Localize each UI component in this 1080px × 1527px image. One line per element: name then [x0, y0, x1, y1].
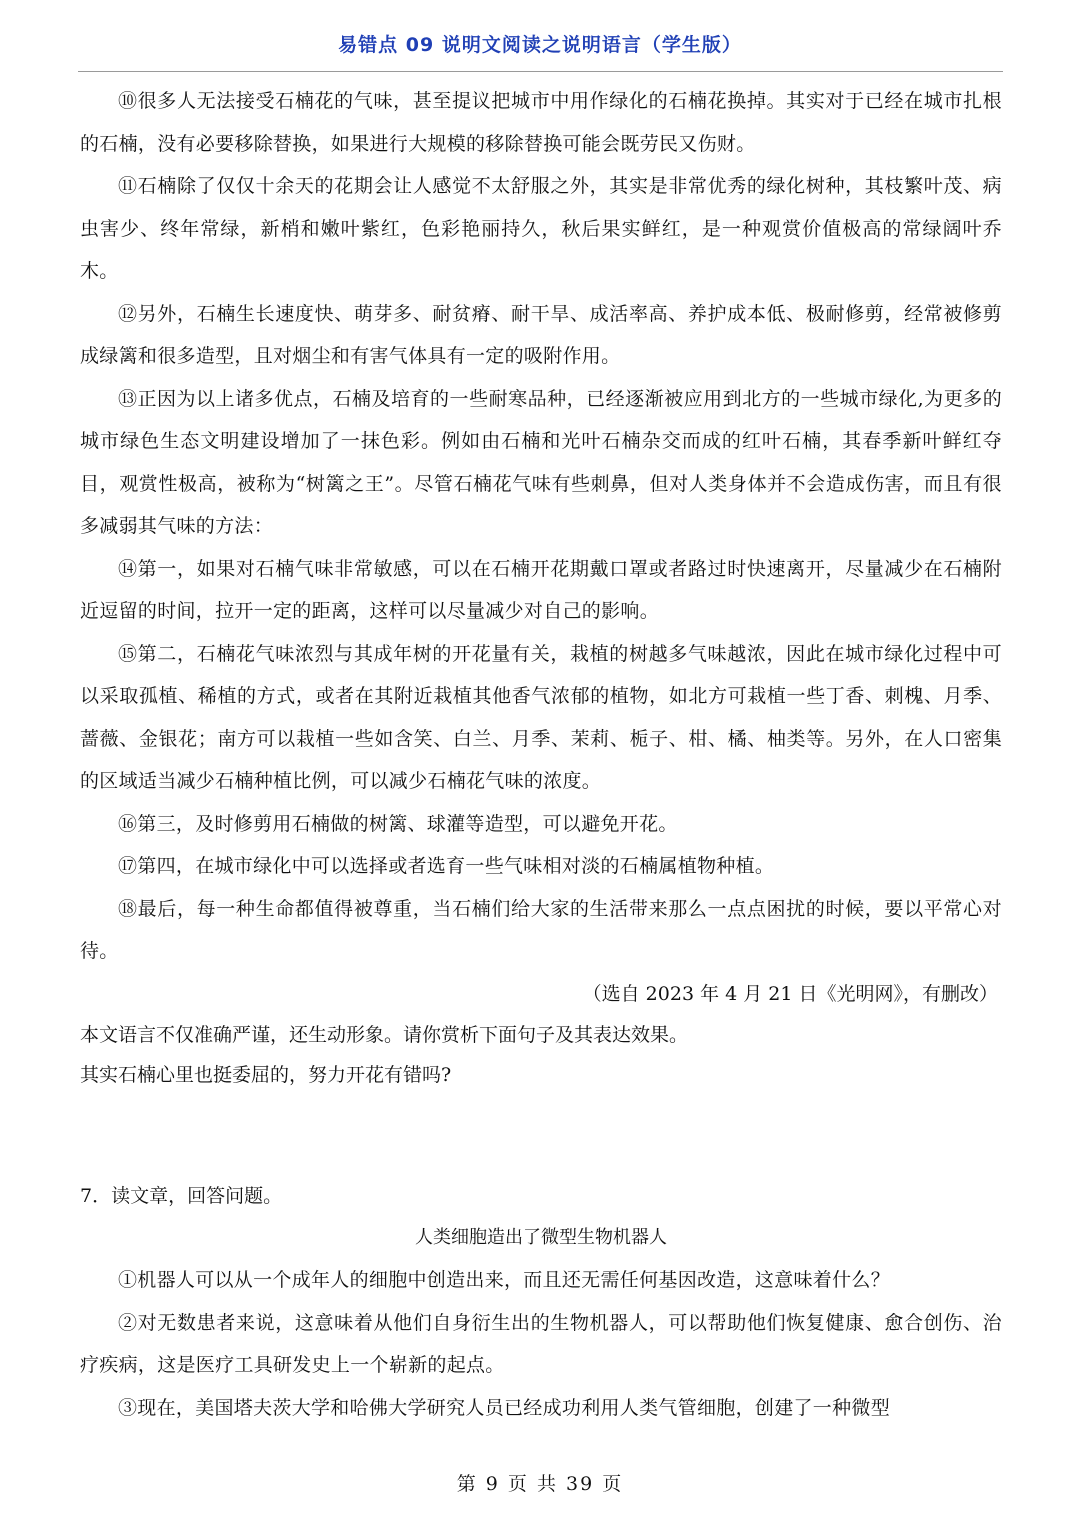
answer-space [80, 1095, 1002, 1175]
q7-paragraph-1: ①机器人可以从一个成年人的细胞中创造出来，而且还无需任何基因改造，这意味着什么？ [118, 1269, 891, 1291]
paragraph-18: ⑱最后，每一种生命都值得被尊重，当石楠们给大家的生活带来那么一点点困扰的时候，要以平常心对待。 [80, 897, 1002, 962]
question-sentence: 其实石楠心里也挺委屈的，努力开花有错吗? [80, 1064, 452, 1086]
header-divider [78, 71, 1003, 72]
article-title: 人类细胞造出了微型生物机器人 [415, 1227, 667, 1248]
paragraph-10: ⑩很多人无法接受石楠花的气味，甚至提议把城市中用作绿化的石楠花换掉。其实对于已经在城市扎根的石楠，没有必要移除替换，如果进行大规模的移除替换可能会既劳民又伤财。 [80, 90, 1002, 155]
document-body [80, 80, 1002, 1429]
paragraph-13: ⑬正因为以上诸多优点，石楠及培育的一些耐寒品种，已经逐渐被应用到北方的一些城市绿化,为更多的城市绿色生态文明建设增加了一抹色彩。例如由石楠和光叶石楠杂交而成的红叶石楠，其春季新叶鲜红夺目，观赏性极高，被称为“树篱之王”。尽管石楠花气味有些刺鼻，但对人类身体并不会造成伤害，而且有很多减弱其气味的方法： [80, 387, 1002, 537]
page-number: 第 9 页 共 39 页 [456, 1473, 624, 1495]
article-source: （选自 2023 年 4 月 21 日《光明网》，有删改） [582, 982, 998, 1005]
paragraph-11: ⑪石楠除了仅仅十余天的花期会让人感觉不太舒服之外，其实是非常优秀的绿化树种，其枝繁叶茂、病虫害少、终年常绿，新梢和嫩叶紫红，色彩艳丽持久，秋后果实鲜红，是一种观赏价值极高的常绿阔叶乔木。 [80, 175, 1002, 282]
page-header-title: 易错点 09 说明文阅读之说明语言（学生版） [338, 34, 742, 56]
paragraph-14: ⑭第一，如果对石楠气味非常敏感，可以在石楠开花期戴口罩或者路过时快速离开，尽量减少在石楠附近逗留的时间，拉开一定的距离，这样可以尽量减少对自己的影响。 [80, 557, 1002, 622]
paragraph-15: ⑮第二，石楠花气味浓烈与其成年树的开花量有关，栽植的树越多气味越浓，因此在城市绿化过程中可以采取孤植、稀植的方式，或者在其附近栽植其他香气浓郁的植物，如北方可栽植一些丁香、刺槐、月季、蔷薇、金银花；南方可以栽植一些如含笑、白兰、月季、茉莉、栀子、柑、橘、柚类等。另外，在人口密集的区域适当减少石楠种植比例，可以减少石楠花气味的浓度。 [80, 642, 1002, 792]
q7-paragraph-3: ③现在，美国塔夫茨大学和哈佛大学研究人员已经成功利用人类气管细胞，创建了一种微型 [118, 1396, 891, 1419]
paragraph-12: ⑫另外，石楠生长速度快、萌芽多、耐贫瘠、耐干旱、成活率高、养护成本低、极耐修剪，经常被修剪成绿篱和很多造型，且对烟尘和有害气体具有一定的吸附作用。 [80, 302, 1002, 367]
question-7-prompt: 7．读文章，回答问题。 [80, 1185, 283, 1207]
q7-paragraph-2: ②对无数患者来说，这意味着从他们自身衍生出的生物机器人，可以帮助他们恢复健康、愈合创伤、治疗疾病，这是医疗工具研发史上一个崭新的起点。 [80, 1311, 1002, 1376]
paragraph-16: ⑯第三，及时修剪用石楠做的树篱、球灌等造型，可以避免开花。 [118, 812, 678, 835]
question-instruction: 本文语言不仅准确严谨，还生动形象。请你赏析下面句子及其表达效果。 [80, 1024, 689, 1046]
paragraph-17: ⑰第四，在城市绿化中可以选择或者选育一些气味相对淡的石楠属植物种植。 [118, 855, 775, 877]
